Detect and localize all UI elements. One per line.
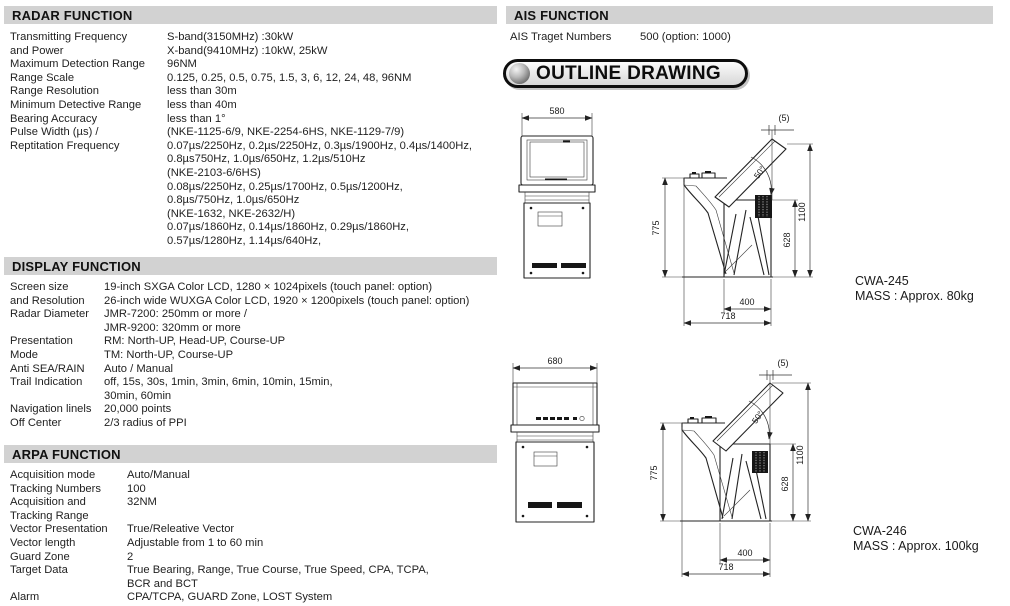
dim-rear-height: 628 bbox=[780, 476, 790, 492]
spec-value: 96NM bbox=[167, 58, 197, 71]
spec-label: Off Center bbox=[10, 416, 62, 429]
spec-value: less than 1° bbox=[167, 112, 226, 125]
dim-rear-height: 628 bbox=[782, 232, 792, 248]
spec-value: 0.08µs/2250Hz, 0.25µs/1700Hz, 0.5µs/1200Hz, bbox=[167, 180, 403, 193]
spec-value bbox=[127, 510, 429, 524]
spec-value: Auto / Manual bbox=[104, 362, 174, 375]
dim-total-height: 1100 bbox=[795, 445, 805, 465]
spec-value: 0.8µs750Hz, 1.0µs/650Hz, 1.2µs/510Hz bbox=[167, 153, 366, 166]
spec-value: (NKE-2103-6/6HS) bbox=[167, 166, 261, 179]
spec-label: Vector Presentation bbox=[10, 523, 108, 536]
spec-label bbox=[10, 167, 167, 181]
cwa245-side-view bbox=[651, 113, 813, 326]
arpa-function-header: ARPA FUNCTION bbox=[4, 445, 497, 463]
spec-value: 100 bbox=[127, 482, 146, 495]
cwa245-label bbox=[855, 274, 974, 304]
spec-value: S-band(3150MHz) :30kW bbox=[167, 31, 294, 43]
spec-label: Bearing Accuracy bbox=[10, 112, 98, 125]
dim-total-depth: 718 bbox=[718, 562, 734, 572]
spec-value: True Bearing, Range, True Course, True Speed, CPA, TCPA, bbox=[127, 564, 429, 577]
cwa246-side-view bbox=[649, 358, 811, 577]
spec-value: Auto/Manual bbox=[127, 469, 190, 481]
dim-console-height: 775 bbox=[651, 220, 661, 236]
spec-value: (NKE-1632, NKE-2632/H) bbox=[167, 207, 296, 220]
dim-top-offset: (5) bbox=[778, 113, 790, 123]
spec-label: Screen size bbox=[10, 281, 69, 293]
spec-label: and Resolution bbox=[10, 294, 85, 307]
dim-top-offset: (5) bbox=[777, 358, 789, 368]
display-spec-table bbox=[10, 281, 469, 431]
cwa246-label bbox=[853, 524, 979, 554]
spec-value: 32NM bbox=[127, 496, 157, 509]
spec-value: 2 bbox=[127, 550, 134, 563]
spec-label bbox=[10, 194, 167, 208]
spec-label: Presentation bbox=[10, 335, 73, 348]
spec-label: Guard Zone bbox=[10, 550, 70, 563]
spec-label: Tracking Range bbox=[10, 509, 89, 522]
model-mass: MASS : Approx. 80kg bbox=[855, 289, 974, 303]
spec-label: Acquisition mode bbox=[10, 469, 96, 481]
spec-value: JMR-9200: 320mm or more bbox=[104, 321, 241, 334]
spec-label: Reptitation Frequency bbox=[10, 139, 120, 152]
spec-label: Mode bbox=[10, 348, 38, 361]
spec-label: Acquisition and bbox=[10, 496, 86, 509]
spec-value: 0.8µs/750Hz, 1.0µs/650Hz bbox=[167, 194, 300, 207]
spec-value: BCR and BCT bbox=[127, 577, 198, 590]
spec-label: Vector length bbox=[10, 536, 76, 549]
dim-angle: 50° bbox=[749, 409, 766, 426]
spec-label: AIS Traget Numbers bbox=[510, 31, 612, 43]
cwa246-outline-drawing bbox=[500, 350, 850, 600]
radar-function-header: RADAR FUNCTION bbox=[4, 6, 497, 24]
spec-value: 26-inch wide WUXGA Color LCD, 1920 × 1200pixels (touch panel: option) bbox=[104, 294, 470, 307]
dim-base-depth: 400 bbox=[737, 548, 753, 558]
spec-value: 19-inch SXGA Color LCD, 1280 × 1024pixels (touch panel: option) bbox=[104, 281, 433, 293]
spec-value: 0.125, 0.25, 0.5, 0.75, 1.5, 3, 6, 12, 24, 48, 96NM bbox=[167, 71, 412, 84]
spec-label bbox=[10, 221, 167, 235]
radar-spec-table bbox=[10, 31, 472, 249]
spec-label: Alarm bbox=[10, 591, 40, 604]
display-function-header: DISPLAY FUNCTION bbox=[4, 257, 497, 275]
outline-drawing-badge bbox=[503, 59, 748, 88]
dim-total-depth: 718 bbox=[720, 311, 736, 321]
spec-label: Pulse Width (µs) / bbox=[10, 126, 99, 139]
spec-label: Range Scale bbox=[10, 71, 75, 84]
spec-value: 0.07µs/2250Hz, 0.2µs/2250Hz, 0.3µs/1900Hz, 0.4µs/1400Hz, bbox=[167, 139, 473, 152]
spec-label: Transmitting Frequency bbox=[10, 31, 128, 43]
ais-spec-table bbox=[510, 31, 731, 45]
dim-base-depth: 400 bbox=[739, 297, 755, 307]
cwa245-outline-drawing bbox=[505, 100, 850, 345]
spec-label bbox=[10, 235, 167, 249]
spec-label bbox=[10, 578, 127, 592]
outline-drawing-title: OUTLINE DRAWING bbox=[536, 62, 721, 84]
spec-label: Range Resolution bbox=[10, 85, 99, 98]
spec-value: 2/3 radius of PPI bbox=[104, 416, 187, 429]
spec-value: less than 30m bbox=[167, 85, 237, 98]
spec-label: Radar Diameter bbox=[10, 308, 89, 321]
spec-value: 500 (option: 1000) bbox=[640, 31, 731, 43]
ais-function-header: AIS FUNCTION bbox=[506, 6, 993, 24]
spec-label bbox=[10, 208, 167, 222]
spec-label: Anti SEA/RAIN bbox=[10, 362, 85, 375]
arpa-spec-table bbox=[10, 469, 429, 605]
spec-value: JMR-7200: 250mm or more / bbox=[104, 308, 247, 321]
spec-value: 0.57µs/1280Hz, 1.14µs/640Hz, bbox=[167, 234, 322, 247]
dim-front-width: 680 bbox=[547, 356, 563, 366]
spec-label: Maximum Detection Range bbox=[10, 58, 145, 71]
spec-value: CPA/TCPA, GUARD Zone, LOST System bbox=[127, 591, 333, 604]
model-mass: MASS : Approx. 100kg bbox=[853, 539, 979, 553]
sphere-icon bbox=[509, 63, 530, 84]
cwa246-front-view bbox=[511, 356, 599, 522]
spec-label: Tracking Numbers bbox=[10, 482, 101, 495]
spec-value: RM: North-UP, Head-UP, Course-UP bbox=[104, 335, 286, 348]
spec-label bbox=[10, 390, 104, 404]
spec-value: (NKE-1125-6/9, NKE-2254-6HS, NKE-1129-7/9) bbox=[167, 126, 405, 139]
model-name: CWA-245 bbox=[855, 274, 909, 288]
spec-value: Adjustable from 1 to 60 min bbox=[127, 536, 264, 549]
spec-value: 0.07µs/1860Hz, 0.14µs/1860Hz, 0.29µs/1860Hz, bbox=[167, 221, 409, 234]
spec-label bbox=[10, 322, 104, 336]
dim-front-width: 580 bbox=[549, 106, 565, 116]
spec-value: off, 15s, 30s, 1min, 3min, 6min, 10min, 15min, bbox=[104, 376, 333, 389]
spec-label: and Power bbox=[10, 44, 64, 57]
spec-value: less than 40m bbox=[167, 98, 237, 111]
spec-label bbox=[10, 153, 167, 167]
spec-value: 20,000 points bbox=[104, 403, 172, 416]
spec-label: Minimum Detective Range bbox=[10, 98, 142, 111]
cwa245-front-view bbox=[519, 106, 595, 278]
spec-label bbox=[10, 181, 167, 195]
dim-angle: 50° bbox=[751, 164, 768, 181]
spec-label: Navigation linels bbox=[10, 403, 92, 416]
spec-value: 30min, 60min bbox=[104, 389, 172, 402]
model-name: CWA-246 bbox=[853, 524, 907, 538]
dim-total-height: 1100 bbox=[797, 202, 807, 222]
spec-value: X-band(9410MHz) :10kW, 25kW bbox=[167, 44, 328, 57]
spec-label: Trail Indication bbox=[10, 376, 83, 389]
spec-value: True/Releative Vector bbox=[127, 523, 235, 536]
spec-label: Target Data bbox=[10, 564, 68, 577]
spec-value: TM: North-UP, Course-UP bbox=[104, 348, 234, 361]
dim-console-height: 775 bbox=[649, 465, 659, 481]
